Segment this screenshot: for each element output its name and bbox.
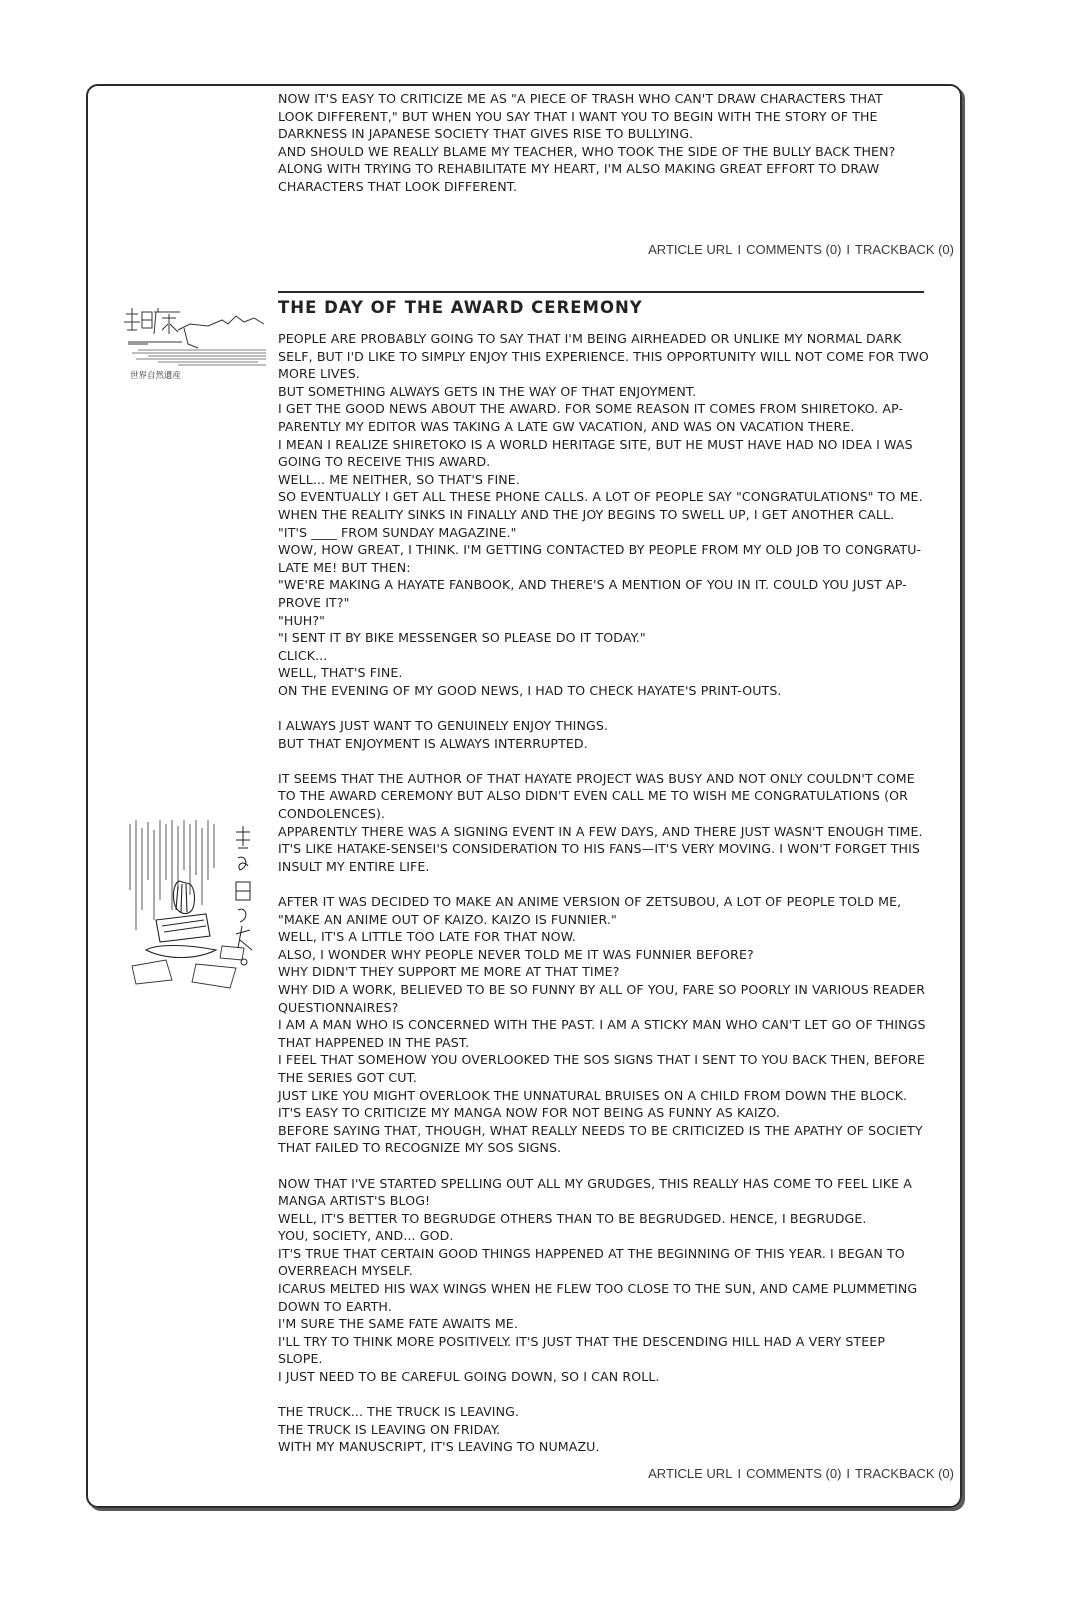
- body-line: I ALWAYS JUST WANT TO GENUINELY ENJOY THINGS.: [278, 718, 609, 734]
- body-line: I JUST NEED TO BE CAREFUL GOING DOWN, SO I CAN ROLL.: [278, 1369, 660, 1385]
- body-line: WHY DIDN'T THEY SUPPORT ME MORE AT THAT TIME?: [278, 964, 620, 980]
- body-line: AND SHOULD WE REALLY BLAME MY TEACHER, WHO TOOK THE SIDE OF THE BULLY BACK THEN?: [278, 143, 896, 159]
- body-line: DOWN TO EARTH.: [278, 1298, 392, 1314]
- body-line: OVERREACH MYSELF.: [278, 1263, 413, 1279]
- post-title[interactable]: THE DAY OF THE AWARD CEREMONY: [278, 298, 643, 317]
- body-line: "IT'S ____ FROM SUNDAY MAGAZINE.": [278, 524, 517, 540]
- body-line: CHARACTERS THAT LOOK DIFFERENT.: [278, 178, 518, 194]
- body-line: LOOK DIFFERENT," BUT WHEN YOU SAY THAT I WANT YOU TO BEGIN WITH THE STORY OF THE: [278, 108, 878, 124]
- body-line: APPARENTLY THERE WAS A SIGNING EVENT IN A FEW DAYS, AND THERE JUST WASN'T ENOUGH TIME.: [278, 823, 923, 839]
- horizon-line: [128, 342, 182, 344]
- body-line: WOW, HOW GREAT, I THINK. I'M GETTING CONTACTED BY PEOPLE FROM MY OLD JOB TO CONGRATU-: [278, 542, 922, 558]
- body-line: MANGA ARTIST'S BLOG!: [278, 1193, 431, 1209]
- body-line: WELL... ME NEITHER, SO THAT'S FINE.: [278, 471, 520, 487]
- body-line: YOU, SOCIETY, AND... GOD.: [278, 1228, 454, 1244]
- paragraph-gap: [278, 752, 948, 770]
- body-line: I'LL TRY TO THINK MORE POSITIVELY. IT'S JUST THAT THE DESCENDING HILL HAD A VERY STEEP: [278, 1333, 886, 1349]
- body-line: I FEEL THAT SOMEHOW YOU OVERLOOKED THE SOS SIGNS THAT I SENT TO YOU BACK THEN, BEFORE: [278, 1052, 925, 1068]
- body-line: IT'S EASY TO CRITICIZE MY MANGA NOW FOR NOT BEING AS FUNNY AS KAIZO.: [278, 1105, 780, 1121]
- body-line: SO EVENTUALLY I GET ALL THESE PHONE CALLS. A LOT OF PEOPLE SAY "CONGRATULATIONS" TO ME.: [278, 489, 923, 505]
- paragraph-gap: [278, 699, 948, 717]
- body-line: TO THE AWARD CEREMONY BUT ALSO DIDN'T EVEN CALL ME TO WISH ME CONGRATULATIONS (OR: [278, 788, 908, 804]
- body-line: AFTER IT WAS DECIDED TO MAKE AN ANIME VERSION OF ZETSUBOU, A LOT OF PEOPLE TOLD ME,: [278, 894, 902, 909]
- body-line: THE TRUCK... THE TRUCK IS LEAVING.: [278, 1404, 520, 1420]
- scattered-papers: [132, 946, 244, 988]
- body-line: I AM A MAN WHO IS CONCERNED WITH THE PAST. I AM A STICKY MAN WHO CAN'T LET GO OF THINGS: [278, 1017, 926, 1033]
- body-line: IT'S TRUE THAT CERTAIN GOOD THINGS HAPPENED AT THE BEGINNING OF THIS YEAR. I BEGAN TO: [278, 1245, 905, 1261]
- body-line: I GET THE GOOD NEWS ABOUT THE AWARD. FOR SOME REASON IT COMES FROM SHIRETOKO. AP-: [278, 401, 904, 417]
- body-line: THAT FAILED TO RECOGNIZE MY SOS SIGNS.: [278, 1140, 562, 1156]
- body-line: BEFORE SAYING THAT, THOUGH, WHAT REALLY NEEDS TO BE CRITICIZED IS THE APATHY OF SOCIETY: [278, 1122, 923, 1138]
- footer-separator: I: [846, 1466, 851, 1481]
- body-line: ON THE EVENING OF MY GOOD NEWS, I HAD TO CHECK HAYATE'S PRINT-OUTS.: [278, 682, 782, 698]
- body-line: "MAKE AN ANIME OUT OF KAIZO. KAIZO IS FUNNIER.": [278, 911, 617, 927]
- paragraph-gap: [278, 1386, 948, 1404]
- trackback-link[interactable]: TRACKBACK (0): [855, 1466, 954, 1481]
- body-line: SLOPE.: [278, 1351, 323, 1367]
- paragraph-gap: [278, 875, 948, 893]
- shiretoko-sketch: [118, 300, 268, 382]
- post1-footer: [648, 242, 954, 257]
- mountain-ridge: [178, 316, 264, 330]
- article-url-link[interactable]: ARTICLE URL: [648, 1466, 733, 1481]
- body-line: INSULT MY ENTIRE LIFE.: [278, 858, 430, 874]
- body-line: PROVE IT?": [278, 594, 350, 610]
- body-line: WELL, THAT'S FINE.: [278, 665, 403, 681]
- body-line: ALONG WITH TRYING TO REHABILITATE MY HEART, I'M ALSO MAKING GREAT EFFORT TO DRAW: [278, 161, 880, 177]
- body-line: THE TRUCK IS LEAVING ON FRIDAY.: [278, 1421, 501, 1437]
- body-line: I MEAN I REALIZE SHIRETOKO IS A WORLD HERITAGE SITE, BUT HE MUST HAVE HAD NO IDEA I WAS: [278, 436, 913, 452]
- body-line: MORE LIVES.: [278, 366, 360, 382]
- vertical-handwriting: [236, 826, 252, 965]
- kanji-shiretoko-2: [154, 308, 180, 334]
- footer-separator: I: [846, 242, 851, 257]
- body-line: THAT HAPPENED IN THE PAST.: [278, 1034, 470, 1050]
- rain-night-sketch: [126, 820, 276, 1000]
- body-line: PEOPLE ARE PROBABLY GOING TO SAY THAT I'M BEING AIRHEADED OR UNLIKE MY NORMAL DARK: [278, 331, 902, 346]
- body-line: IT'S LIKE HATAKE-SENSEI'S CONSIDERATION TO HIS FANS—IT'S VERY MOVING. I WON'T FORGET THIS: [278, 841, 921, 857]
- body-line: QUESTIONNAIRES?: [278, 999, 399, 1015]
- body-line: WHEN THE REALITY SINKS IN FINALLY AND THE JOY BEGINS TO SWELL UP, I GET ANOTHER CALL.: [278, 506, 895, 522]
- body-line: LATE ME! BUT THEN:: [278, 559, 411, 575]
- sketch-caption: 世界自然遺産: [130, 371, 182, 381]
- title-divider: [278, 291, 924, 293]
- comments-link[interactable]: COMMENTS (0): [746, 1466, 842, 1481]
- body-line: PARENTLY MY EDITOR WAS TAKING A LATE GW VACATION, AND WAS ON VACATION THERE.: [278, 418, 855, 434]
- body-line: CONDOLENCES).: [278, 806, 386, 822]
- paragraph-gap: [278, 1157, 948, 1175]
- body-line: ALSO, I WONDER WHY PEOPLE NEVER TOLD ME IT WAS FUNNIER BEFORE?: [278, 946, 754, 962]
- body-line: CLICK...: [278, 647, 328, 663]
- body-line: NOW THAT I'VE STARTED SPELLING OUT ALL MY GRUDGES, THIS REALLY HAS COME TO FEEL LIKE A: [278, 1175, 913, 1191]
- body-line: "WE'RE MAKING A HAYATE FANBOOK, AND THERE'S A MENTION OF YOU IN IT. COULD YOU JUST AP-: [278, 577, 907, 593]
- post1-body: [278, 90, 948, 196]
- body-line: THE SERIES GOT CUT.: [278, 1069, 417, 1085]
- body-line: WELL, IT'S BETTER TO BEGRUDGE OTHERS THAN TO BE BEGRUDGED. HENCE, I BEGRUDGE.: [278, 1210, 867, 1226]
- body-line: NOW IT'S EASY TO CRITICIZE ME AS "A PIECE OF TRASH WHO CAN'T DRAW CHARACTERS THAT: [278, 91, 883, 106]
- body-line: "I SENT IT BY BIKE MESSENGER SO PLEASE DO IT TODAY.": [278, 630, 646, 646]
- body-line: JUST LIKE YOU MIGHT OVERLOOK THE UNNATURAL BRUISES ON A CHILD FROM DOWN THE BLOCK.: [278, 1087, 908, 1103]
- body-line: BUT THAT ENJOYMENT IS ALWAYS INTERRUPTED.: [278, 735, 588, 751]
- article-url-link[interactable]: ARTICLE URL: [648, 242, 733, 257]
- footer-separator: I: [737, 1466, 742, 1481]
- body-line: "HUH?": [278, 612, 326, 628]
- footer-separator: I: [737, 242, 742, 257]
- cliff-line: [184, 328, 198, 348]
- body-line: WITH MY MANUSCRIPT, IT'S LEAVING TO NUMAZU.: [278, 1439, 600, 1455]
- body-line: BUT SOMETHING ALWAYS GETS IN THE WAY OF THAT ENJOYMENT.: [278, 383, 697, 399]
- body-line: IT SEEMS THAT THE AUTHOR OF THAT HAYATE PROJECT WAS BUSY AND NOT ONLY COULDN'T COME: [278, 770, 915, 786]
- body-line: DARKNESS IN JAPANESE SOCIETY THAT GIVES RISE TO BULLYING.: [278, 126, 694, 142]
- body-line: I'M SURE THE SAME FATE AWAITS ME.: [278, 1316, 518, 1332]
- body-line: SELF, BUT I'D LIKE TO SIMPLY ENJOY THIS EXPERIENCE. THIS OPPORTUNITY WILL NOT COME FOR TWO: [278, 348, 929, 364]
- comments-link[interactable]: COMMENTS (0): [746, 242, 842, 257]
- post2-body: [278, 330, 948, 1456]
- body-line: ICARUS MELTED HIS WAX WINGS WHEN HE FLEW TOO CLOSE TO THE SUN, AND CAME PLUMMETING: [278, 1281, 918, 1297]
- trackback-link[interactable]: TRACKBACK (0): [855, 242, 954, 257]
- body-line: WELL, IT'S A LITTLE TOO LATE FOR THAT NOW.: [278, 929, 576, 945]
- body-line: GOING TO RECEIVE THIS AWARD.: [278, 454, 491, 470]
- body-line: WHY DID A WORK, BELIEVED TO BE SO FUNNY BY ALL OF YOU, FARE SO POORLY IN VARIOUS READER: [278, 981, 926, 997]
- post2-footer: [648, 1466, 954, 1481]
- seated-figure: [146, 881, 216, 957]
- kanji-shiretoko-1: [124, 308, 152, 330]
